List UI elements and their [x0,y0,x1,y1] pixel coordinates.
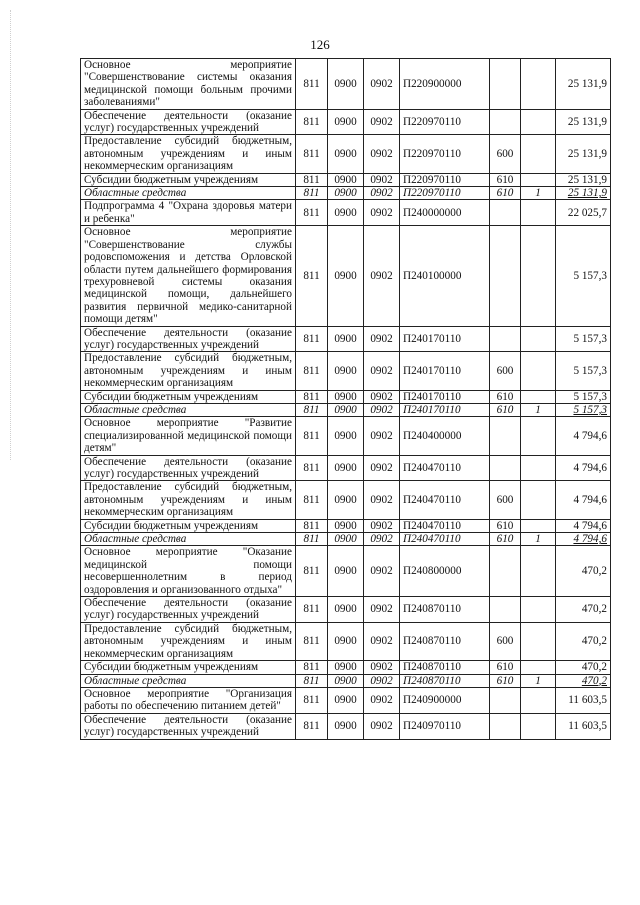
subsection-code: 0902 [364,226,400,326]
target-code: П220970110 [400,135,490,173]
expense-type-code [490,417,521,455]
table-row [81,200,611,226]
row-name: Предоставление субсидий бюджетным, автономным учреждениям и иным некоммерческим организациям [81,352,296,390]
amount: 5 157,3 [556,390,611,403]
section-code: 0900 [328,326,364,352]
section-code: 0900 [328,187,364,200]
row-name: Обеспечение деятельности (оказание услуг) государственных учреждений [81,455,296,481]
subsection-code: 0902 [364,187,400,200]
table-row [81,403,611,416]
amount: 470,2 [556,622,611,660]
expense-type-code: 610 [490,533,521,546]
admin-code: 811 [296,597,328,623]
table-row [81,390,611,403]
subsection-code: 0902 [364,661,400,674]
section-code: 0900 [328,390,364,403]
table-row [81,519,611,532]
expense-type-code [490,200,521,226]
row-name: Предоставление субсидий бюджетным, автономным учреждениям и иным некоммерческим организациям [81,481,296,519]
target-code: П240100000 [400,226,490,326]
target-code: П240870110 [400,597,490,623]
section-code: 0900 [328,226,364,326]
subsection-code: 0902 [364,546,400,597]
row-name: Основное мероприятие "Совершенствование службы родовспоможения и детства Орловской области путем дальнейшего формирования трехуровневой системы оказания медицинской помощи, дальнейшего развития первичной медико-санитарной помощи детям" [81,226,296,326]
expense-type-code: 610 [490,403,521,416]
table-row [81,135,611,173]
subsection-code: 0902 [364,403,400,416]
admin-code: 811 [296,390,328,403]
target-code: П240470110 [400,519,490,532]
row-name: Областные средства [81,403,296,416]
target-code: П240870110 [400,674,490,687]
table-row [81,597,611,623]
funding-source-code [521,135,556,173]
scan-margin-marks [10,10,14,460]
amount: 4 794,6 [556,417,611,455]
table-row [81,481,611,519]
budget-table-body [81,59,611,740]
section-code: 0900 [328,173,364,186]
expense-type-code: 610 [490,661,521,674]
row-name: Обеспечение деятельности (оказание услуг) государственных учреждений [81,597,296,623]
subsection-code: 0902 [364,59,400,110]
funding-source-code: 1 [521,533,556,546]
row-name: Основное мероприятие "Совершенствование системы оказания медицинской помощи больным прочими заболеваниями" [81,59,296,110]
admin-code: 811 [296,417,328,455]
table-row [81,326,611,352]
section-code: 0900 [328,687,364,713]
admin-code: 811 [296,661,328,674]
funding-source-code [521,390,556,403]
funding-source-code [521,622,556,660]
target-code: П240870110 [400,661,490,674]
amount: 470,2 [556,546,611,597]
admin-code: 811 [296,622,328,660]
target-code: П240000000 [400,200,490,226]
row-name: Предоставление субсидий бюджетным, автономным учреждениям и иным некоммерческим организациям [81,135,296,173]
row-name: Субсидии бюджетным учреждениям [81,173,296,186]
expense-type-code [490,597,521,623]
admin-code: 811 [296,713,328,739]
expense-type-code [490,687,521,713]
admin-code: 811 [296,481,328,519]
funding-source-code [521,173,556,186]
expense-type-code: 600 [490,135,521,173]
amount: 4 794,6 [556,455,611,481]
target-code: П240470110 [400,455,490,481]
expense-type-code [490,546,521,597]
row-name: Областные средства [81,674,296,687]
table-row [81,173,611,186]
section-code: 0900 [328,533,364,546]
section-code: 0900 [328,403,364,416]
admin-code: 811 [296,546,328,597]
subsection-code: 0902 [364,200,400,226]
row-name: Основное мероприятие "Организация работы по обеспечению питанием детей" [81,687,296,713]
row-name: Подпрограмма 4 "Охрана здоровья матери и ребенка" [81,200,296,226]
page-number: 126 [310,37,330,52]
table-row [81,352,611,390]
amount: 5 157,3 [556,326,611,352]
funding-source-code [521,326,556,352]
subsection-code: 0902 [364,533,400,546]
funding-source-code: 1 [521,403,556,416]
target-code: П240900000 [400,687,490,713]
funding-source-code [521,417,556,455]
amount: 4 794,6 [556,519,611,532]
target-code: П240170110 [400,403,490,416]
row-name: Областные средства [81,187,296,200]
table-row [81,661,611,674]
table-row [81,687,611,713]
section-code: 0900 [328,597,364,623]
admin-code: 811 [296,326,328,352]
subsection-code: 0902 [364,597,400,623]
funding-source-code [521,546,556,597]
table-row [81,59,611,110]
section-code: 0900 [328,59,364,110]
section-code: 0900 [328,352,364,390]
admin-code: 811 [296,135,328,173]
subsection-code: 0902 [364,674,400,687]
section-code: 0900 [328,135,364,173]
expense-type-code: 610 [490,173,521,186]
expense-type-code: 610 [490,674,521,687]
subsection-code: 0902 [364,713,400,739]
table-row [81,226,611,326]
row-name: Обеспечение деятельности (оказание услуг) государственных учреждений [81,713,296,739]
funding-source-code [521,455,556,481]
amount: 25 131,9 [556,173,611,186]
row-name: Основное мероприятие "Развитие специализированной медицинской помощи детям" [81,417,296,455]
funding-source-code [521,226,556,326]
target-code: П220970110 [400,173,490,186]
funding-source-code [521,109,556,135]
admin-code: 811 [296,187,328,200]
funding-source-code [521,661,556,674]
section-code: 0900 [328,546,364,597]
amount: 4 794,6 [556,481,611,519]
admin-code: 811 [296,533,328,546]
target-code: П240170110 [400,352,490,390]
table-row [81,533,611,546]
table-row [81,417,611,455]
target-code: П240800000 [400,546,490,597]
admin-code: 811 [296,519,328,532]
expense-type-code [490,109,521,135]
subsection-code: 0902 [364,687,400,713]
funding-source-code: 1 [521,187,556,200]
row-name: Предоставление субсидий бюджетным, автономным учреждениям и иным некоммерческим организациям [81,622,296,660]
subsection-code: 0902 [364,390,400,403]
subsection-code: 0902 [364,455,400,481]
admin-code: 811 [296,109,328,135]
section-code: 0900 [328,519,364,532]
admin-code: 811 [296,226,328,326]
amount: 25 131,9 [556,187,611,200]
amount: 470,2 [556,674,611,687]
admin-code: 811 [296,403,328,416]
subsection-code: 0902 [364,481,400,519]
funding-source-code [521,481,556,519]
expense-type-code [490,226,521,326]
subsection-code: 0902 [364,173,400,186]
funding-source-code [521,59,556,110]
expense-type-code: 600 [490,352,521,390]
section-code: 0900 [328,109,364,135]
amount: 22 025,7 [556,200,611,226]
admin-code: 811 [296,687,328,713]
expense-type-code [490,326,521,352]
funding-source-code [521,200,556,226]
funding-source-code [521,597,556,623]
section-code: 0900 [328,200,364,226]
target-code: П240170110 [400,326,490,352]
amount: 5 157,3 [556,403,611,416]
amount: 25 131,9 [556,59,611,110]
row-name: Субсидии бюджетным учреждениям [81,661,296,674]
table-row [81,713,611,739]
target-code: П240470110 [400,533,490,546]
target-code: П240970110 [400,713,490,739]
expense-type-code [490,59,521,110]
target-code: П240170110 [400,390,490,403]
section-code: 0900 [328,661,364,674]
expense-type-code [490,713,521,739]
funding-source-code [521,352,556,390]
row-name: Областные средства [81,533,296,546]
expense-type-code [490,455,521,481]
expense-type-code: 600 [490,622,521,660]
subsection-code: 0902 [364,417,400,455]
table-row [81,455,611,481]
admin-code: 811 [296,455,328,481]
expense-type-code: 610 [490,390,521,403]
expense-type-code: 600 [490,481,521,519]
amount: 11 603,5 [556,687,611,713]
table-row [81,674,611,687]
amount: 5 157,3 [556,352,611,390]
table-row [81,546,611,597]
table-row [81,187,611,200]
funding-source-code [521,687,556,713]
row-name: Обеспечение деятельности (оказание услуг) государственных учреждений [81,109,296,135]
target-code: П240400000 [400,417,490,455]
admin-code: 811 [296,200,328,226]
target-code: П220970110 [400,187,490,200]
section-code: 0900 [328,622,364,660]
expense-type-code: 610 [490,519,521,532]
target-code: П220900000 [400,59,490,110]
section-code: 0900 [328,417,364,455]
admin-code: 811 [296,352,328,390]
table-row [81,622,611,660]
amount: 4 794,6 [556,533,611,546]
section-code: 0900 [328,713,364,739]
expense-type-code: 610 [490,187,521,200]
subsection-code: 0902 [364,135,400,173]
row-name: Субсидии бюджетным учреждениям [81,519,296,532]
admin-code: 811 [296,59,328,110]
funding-source-code: 1 [521,674,556,687]
amount: 5 157,3 [556,226,611,326]
subsection-code: 0902 [364,519,400,532]
amount: 25 131,9 [556,135,611,173]
section-code: 0900 [328,481,364,519]
funding-source-code [521,519,556,532]
subsection-code: 0902 [364,109,400,135]
amount: 470,2 [556,597,611,623]
row-name: Основное мероприятие "Оказание медицинской помощи несовершеннолетним в период оздоровления и организованного отдыха" [81,546,296,597]
amount: 25 131,9 [556,109,611,135]
amount: 11 603,5 [556,713,611,739]
admin-code: 811 [296,674,328,687]
section-code: 0900 [328,674,364,687]
admin-code: 811 [296,173,328,186]
budget-table [80,58,611,740]
row-name: Обеспечение деятельности (оказание услуг) государственных учреждений [81,326,296,352]
row-name: Субсидии бюджетным учреждениям [81,390,296,403]
target-code: П240870110 [400,622,490,660]
subsection-code: 0902 [364,352,400,390]
funding-source-code [521,713,556,739]
table-row [81,109,611,135]
subsection-code: 0902 [364,326,400,352]
target-code: П240470110 [400,481,490,519]
target-code: П220970110 [400,109,490,135]
section-code: 0900 [328,455,364,481]
subsection-code: 0902 [364,622,400,660]
amount: 470,2 [556,661,611,674]
